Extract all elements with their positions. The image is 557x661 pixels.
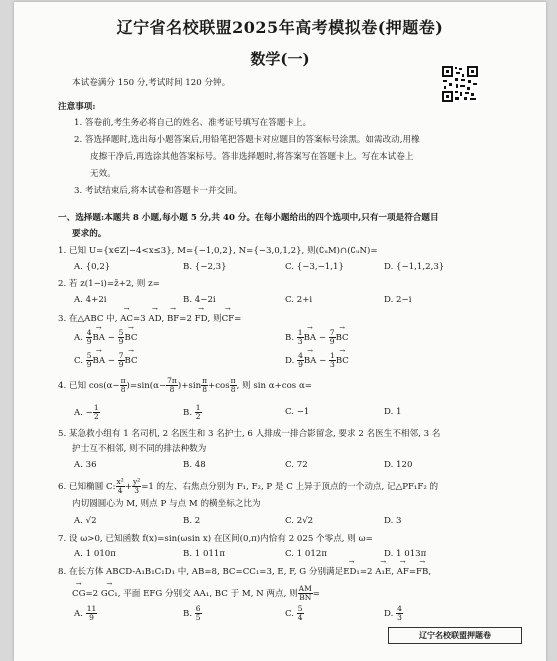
q8-stem-line-2: → CG=2 → GC₁, 平面 EFG 分别交 AA₁, BC 于 M, N 两点, 则 $\frac{AM}{BN}$ = (72, 585, 320, 602)
note-2-line-3: 无效。 (90, 169, 116, 179)
q8-option-b: B. $\frac{6}{5}$ (183, 604, 201, 622)
q5-stem-line-2: 护士互不相邻, 则不同的排法种数为 (72, 444, 207, 454)
q1-option-b: B. {−2,3} (183, 262, 227, 272)
q7-option-c: C. 1 012π (285, 549, 327, 559)
q1-option-d: D. {−1,1,2,3} (384, 262, 445, 272)
q5-option-c: C. 72 (285, 460, 308, 470)
q5-stem-line-1: 5. 某急救小组有 1 名司机, 2 名医生和 3 名护士, 6 人排成一排合影留念, 要求 2 名医生不相邻, 3 名 (58, 429, 441, 439)
q5-option-a: A. 36 (74, 460, 97, 470)
q4-option-d: D. 1 (384, 407, 402, 417)
q5-option-d: D. 120 (384, 460, 413, 470)
exam-info: 本试卷满分 150 分,考试时间 120 分钟。 (72, 78, 231, 88)
q6-option-c: C. 2√2 (285, 516, 314, 526)
q2-option-b: B. 4−2i (183, 295, 216, 305)
q6-stem-line-1: 6. 已知椭圆 C: $\frac{\text{x²}}{4}$ + $\frac{\text{y²}}{3}$ =1 的左、右焦点分别为 F₁, F₂, P 是 C 上异于顶点的一个动点, 记△PF₁F₂ 的 (58, 477, 439, 495)
footer-stamp: 辽宁名校联盟押题卷 (388, 627, 522, 644)
q3-option-a: A. $\frac{4}{9}$ → BA − $\frac{5}{9}$ → BC (74, 329, 138, 346)
q6-option-b: B. 2 (183, 516, 201, 526)
section-heading-line-2: 要求的。 (72, 229, 107, 239)
notes-heading: 注意事项: (58, 102, 96, 112)
q8-option-d: D. $\frac{4}{3}$ (384, 604, 402, 622)
note-1: 1. 答卷前,考生务必将自己的姓名、准考证号填写在答题卡上。 (74, 118, 312, 128)
q8-option-a: A. $\frac{11}{9}$ (74, 604, 97, 622)
q2-option-a: A. 4+2i (74, 295, 107, 305)
q5-option-b: B. 48 (183, 460, 206, 470)
q8-stem-line-1: 8. 在长方体 ABCD-A₁B₁C₁D₁ 中, AB=8, BC=CC₁=3, E, F, G 分别满足→ ED₁=2 → A₁E, → AF=→ FB, (58, 566, 431, 578)
q7-stem: 7. 设 ω>0, 已知函数 f(x)=sin(ωsin x) 在区间(0,π)内恰有 2 025 个零点, 则 ω= (58, 534, 373, 544)
exam-sheet (14, 2, 546, 661)
q1-option-c: C. {−3,−1,1} (285, 262, 344, 272)
note-3: 3. 考试结束后,将本试卷和答题卡一并交回。 (74, 186, 243, 196)
q4-option-a: A. − $\frac{1}{2}$ (74, 403, 99, 421)
q6-option-d: D. 3 (384, 516, 402, 526)
q7-option-b: B. 1 011π (183, 549, 226, 559)
section-heading-line-1: 一、选择题:本题共 8 小题,每小题 5 分,共 40 分。在每小题给出的四个选项中,只有一项是符合题目 (58, 213, 439, 223)
q4-option-c: C. −1 (285, 407, 310, 417)
q2-stem: 2. 若 z(1−i)=z̄+2, 则 z= (58, 279, 160, 289)
q3-stem: 3. 在△ABC 中, → AC=3 → AD, → BF=2 → FD, 则→ CF= (58, 313, 241, 325)
q6-stem-line-2: 内切圆圆心为 M, 则点 P 与点 M 的横坐标之比为 (72, 499, 261, 509)
q4-option-b: B. $\frac{1}{2}$ (183, 403, 201, 421)
q8-option-c: C. $\frac{5}{4}$ (285, 604, 303, 622)
exam-title: 辽宁省名校联盟2025年高考模拟卷(押题卷) (116, 18, 444, 37)
q3-option-d: D. $\frac{4}{9}$ → BA − $\frac{1}{3}$ → BC (285, 352, 349, 369)
q4-stem: 4. 已知 cos(α− $\frac{\pi}{8}$ )=sin(α− $\frac{7\pi}{8}$ )+sin $\frac{\pi}{8}$ +cos $\frac{\pi}{8}$ , 则 sin α+cos α= (58, 376, 312, 394)
q3-option-b: B. $\frac{1}{3}$ → BA − $\frac{7}{9}$ → BC (285, 329, 349, 346)
exam-subject: 数学(一) (250, 50, 310, 68)
q1-option-a: A. {0,2} (74, 262, 111, 272)
q3-option-c: C. $\frac{5}{9}$ → BA − $\frac{7}{9}$ → BC (74, 352, 138, 369)
q1-stem: 1. 已知 U={x∈Z|−4<x≤3}, M={−1,0,2}, N={−3,0,1,2}, 则(∁ᵤM)∩(∁ᵤN)= (58, 246, 378, 256)
q2-option-d: D. 2−i (384, 295, 412, 305)
q6-option-a: A. √2 (74, 516, 97, 526)
qr-code-icon[interactable] (441, 65, 479, 103)
note-2-line-2: 皮擦干净后,再选涂其他答案标号。答非选择题时,将答案写在答题卡上。写在本试卷上 (90, 152, 414, 162)
q2-option-c: C. 2+i (285, 295, 313, 305)
q7-option-a: A. 1 010π (74, 549, 116, 559)
note-2-line-1: 2. 答选择题时,选出每小题答案后,用铅笔把答题卡对应题目的答案标号涂黑。如需改动,用橡 (74, 135, 420, 145)
q7-option-d: D. 1 013π (384, 549, 427, 559)
